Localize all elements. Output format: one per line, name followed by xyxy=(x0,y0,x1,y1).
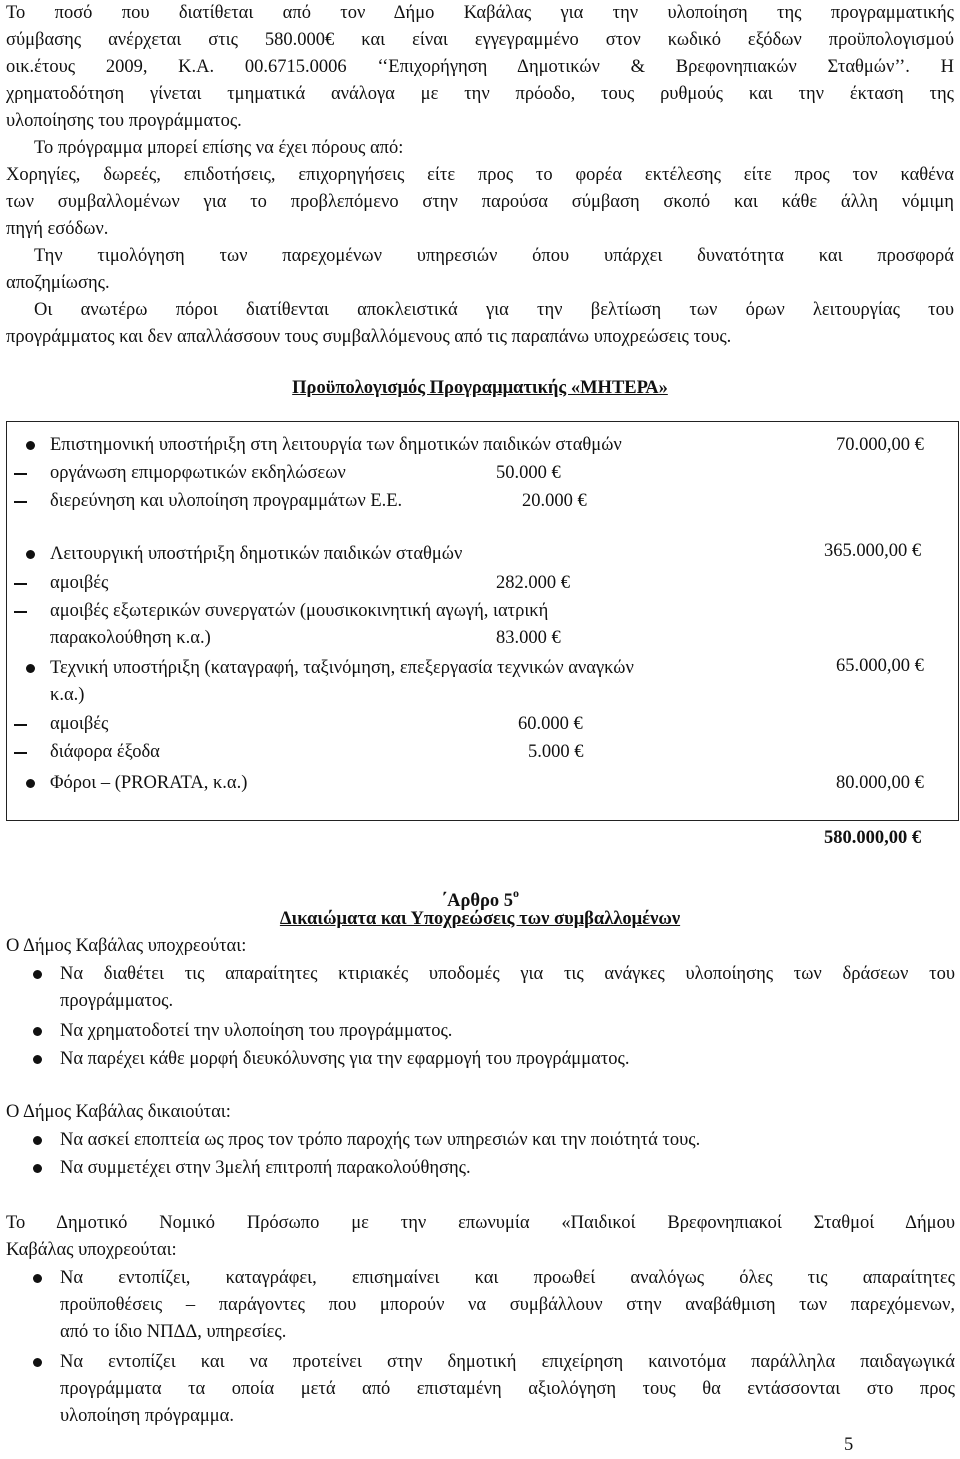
bullet-icon xyxy=(33,1358,42,1367)
intro-line: Την τιμολόγηση των παρεχομένων υπηρεσιών όπου υπάρχει δυνατότητα και προσφορά xyxy=(34,246,954,266)
bullet-icon xyxy=(26,779,35,788)
right-item: Να ασκεί εποπτεία ως προς τον τρόπο παροχής των υπηρεσιών και την ποιότητά τους. xyxy=(60,1130,701,1150)
intro-line: Το ποσό που διατίθεται από τον Δήμο Καβάλας για την υλοποίηση της προγραμματικής xyxy=(6,3,954,23)
dash-icon xyxy=(14,583,27,585)
article-heading-superscript: ο xyxy=(513,886,520,900)
obligation-item: Να διαθέτει τις απαραίτητες κτιριακές υποδομές για τις ανάγκες υλοποίησης των δράσεων του xyxy=(60,964,955,984)
bullet-icon xyxy=(26,664,35,673)
budget-subitem-amount: 50.000 € xyxy=(496,463,561,483)
bullet-icon xyxy=(33,970,42,979)
budget-subitem-amount: 5.000 € xyxy=(528,742,584,762)
intro-line: προγράμματος και δεν απαλλάσσουν τους συμβαλλόμενους από τις παραπάνω υποχρεώσεις τους. xyxy=(6,327,732,347)
budget-box-left-border xyxy=(6,421,7,821)
budget-subitem: αμοιβές εξωτερικών συνεργατών (μουσικοκινητική αγωγή, ιατρική xyxy=(50,601,549,621)
bullet-icon xyxy=(26,441,35,450)
npdd-intro: Καβάλας υποχρεούται: xyxy=(6,1240,177,1260)
intro-line: αποζημίωσης. xyxy=(6,273,110,293)
budget-title: Προϋπολογισμός Προγραμματικής «ΜΗΤΕΡΑ» xyxy=(292,378,668,398)
npdd-item: από το ίδιο ΝΠΔΔ, υπηρεσίες. xyxy=(60,1322,287,1342)
obligation-item: Να παρέχει κάθε μορφή διευκόλυνσης για την εφαρμογή του προγράμματος. xyxy=(60,1049,630,1069)
budget-item: Λειτουργική υποστήριξη δημοτικών παιδικών σταθμών xyxy=(50,544,463,564)
intro-line: χρηματοδότηση γίνεται τμηματικά ανάλογα με την πρόοδο, τους ρυθμούς και την έκταση της xyxy=(6,84,954,104)
npdd-item: προγράμματα τα οποία μετά από επισταμένη αξιολόγηση τους θα εντάσσονται στο προς xyxy=(60,1379,955,1399)
dash-icon xyxy=(14,752,27,754)
budget-item-total: 80.000,00 € xyxy=(836,773,924,793)
intro-line: πηγή εσόδων. xyxy=(6,219,109,239)
dash-icon xyxy=(14,611,27,613)
budget-subitem-amount: 282.000 € xyxy=(496,573,570,593)
budget-item-total: 365.000,00 € xyxy=(824,541,922,561)
budget-box-right-border xyxy=(958,421,959,821)
intro-line: των συμβαλλομένων για το προβλεπόμενο στην παρούσα σύμβαση σκοπό και κάθε άλλη νόμιμη xyxy=(6,192,954,212)
budget-item: κ.α.) xyxy=(50,685,85,705)
bullet-icon xyxy=(33,1164,42,1173)
intro-line: σύμβασης ανέρχεται στις 580.000€ και είναι εγγεγραμμένο στον κωδικό εξόδων προϋπολογισμού xyxy=(6,30,954,50)
obligations-intro: Ο Δήμος Καβάλας υποχρεούται: xyxy=(6,936,247,956)
dash-icon xyxy=(14,473,27,475)
budget-subitem: οργάνωση επιμορφωτικών εκδηλώσεων xyxy=(50,463,346,483)
budget-subitem: διάφορα έξοδα xyxy=(50,742,160,762)
npdd-item: Να εντοπίζει, καταγράφει, επισημαίνει και προωθεί αναλόγως όλες τις απαραίτητες xyxy=(60,1268,955,1288)
budget-box-bottom-border xyxy=(6,820,958,821)
obligation-item: προγράμματος. xyxy=(60,991,174,1011)
npdd-intro: Το Δημοτικό Νομικό Πρόσωπο με την επωνυμία «Παιδικοί Βρεφονηπιακοί Σταθμοί Δήμου xyxy=(6,1213,955,1233)
budget-item: Επιστημονική υποστήριξη στη λειτουργία των δημοτικών παιδικών σταθμών xyxy=(50,435,622,455)
budget-grand-total: 580.000,00 € xyxy=(824,828,922,848)
budget-subitem-amount: 83.000 € xyxy=(496,628,561,648)
rights-intro: Ο Δήμος Καβάλας δικαιούται: xyxy=(6,1102,231,1122)
intro-line: Χορηγίες, δωρεές, επιδοτήσεις, επιχορηγήσεις είτε προς το φορέα εκτέλεσης είτε προς τον καθένα xyxy=(6,165,954,185)
bullet-icon xyxy=(33,1027,42,1036)
page-number: 5 xyxy=(844,1435,854,1455)
budget-item: Φόροι – (PRORATA, κ.α.) xyxy=(50,773,248,793)
intro-line: Το πρόγραμμα μπορεί επίσης να έχει πόρους από: xyxy=(34,138,404,158)
bullet-icon xyxy=(33,1136,42,1145)
intro-line: υλοποίησης του προγράμματος. xyxy=(6,111,242,131)
obligation-item: Να χρηματοδοτεί την υλοποίηση του προγράμματος. xyxy=(60,1021,453,1041)
budget-item-total: 65.000,00 € xyxy=(836,656,924,676)
budget-subitem-amount: 60.000 € xyxy=(518,714,583,734)
dash-icon xyxy=(14,724,27,726)
budget-item: Τεχνική υποστήριξη (καταγραφή, ταξινόμηση, επεξεργασία τεχνικών αναγκών xyxy=(50,658,634,678)
bullet-icon xyxy=(26,550,35,559)
npdd-item: Να εντοπίζει και να προτείνει στην δημοτική επιχείρηση καινοτόμα παράλληλα παιδαγωγικά xyxy=(60,1352,955,1372)
intro-line: οικ.έτους 2009, Κ.Α. 00.6715.0006 ‘‘Επιχορήγηση Δημοτικών & Βρεφονηπιακών Σταθμών’’. Η xyxy=(6,57,954,77)
right-item: Να συμμετέχει στην 3μελή επιτροπή παρακολούθησης. xyxy=(60,1158,471,1178)
budget-subitem: διερεύνηση και υλοποίηση προγραμμάτων Ε.Ε. xyxy=(50,491,403,511)
budget-subitem: αμοιβές xyxy=(50,573,109,593)
npdd-item: προϋποθέσεις – παράγοντες που μπορούν να συμβάλλουν στην αναβάθμιση των παρεχόμενων, xyxy=(60,1295,955,1315)
budget-subitem-amount: 20.000 € xyxy=(522,491,587,511)
budget-item-total: 70.000,00 € xyxy=(836,435,924,455)
bullet-icon xyxy=(33,1274,42,1283)
dash-icon xyxy=(14,501,27,503)
bullet-icon xyxy=(33,1055,42,1064)
article-heading-text: ΄Αρθρο 5 xyxy=(440,891,514,911)
npdd-item: υλοποίηση πρόγραμμα. xyxy=(60,1406,234,1426)
budget-subitem: παρακολούθηση κ.α.) xyxy=(50,628,211,648)
intro-line: Οι ανωτέρω πόροι διατίθενται αποκλειστικά για την βελτίωση των όρων λειτουργίας του xyxy=(34,300,954,320)
budget-box-top-border xyxy=(6,421,958,422)
budget-subitem: αμοιβές xyxy=(50,714,109,734)
article-subtitle: Δικαιώματα και Υποχρεώσεις των συμβαλλομένων xyxy=(279,909,681,929)
